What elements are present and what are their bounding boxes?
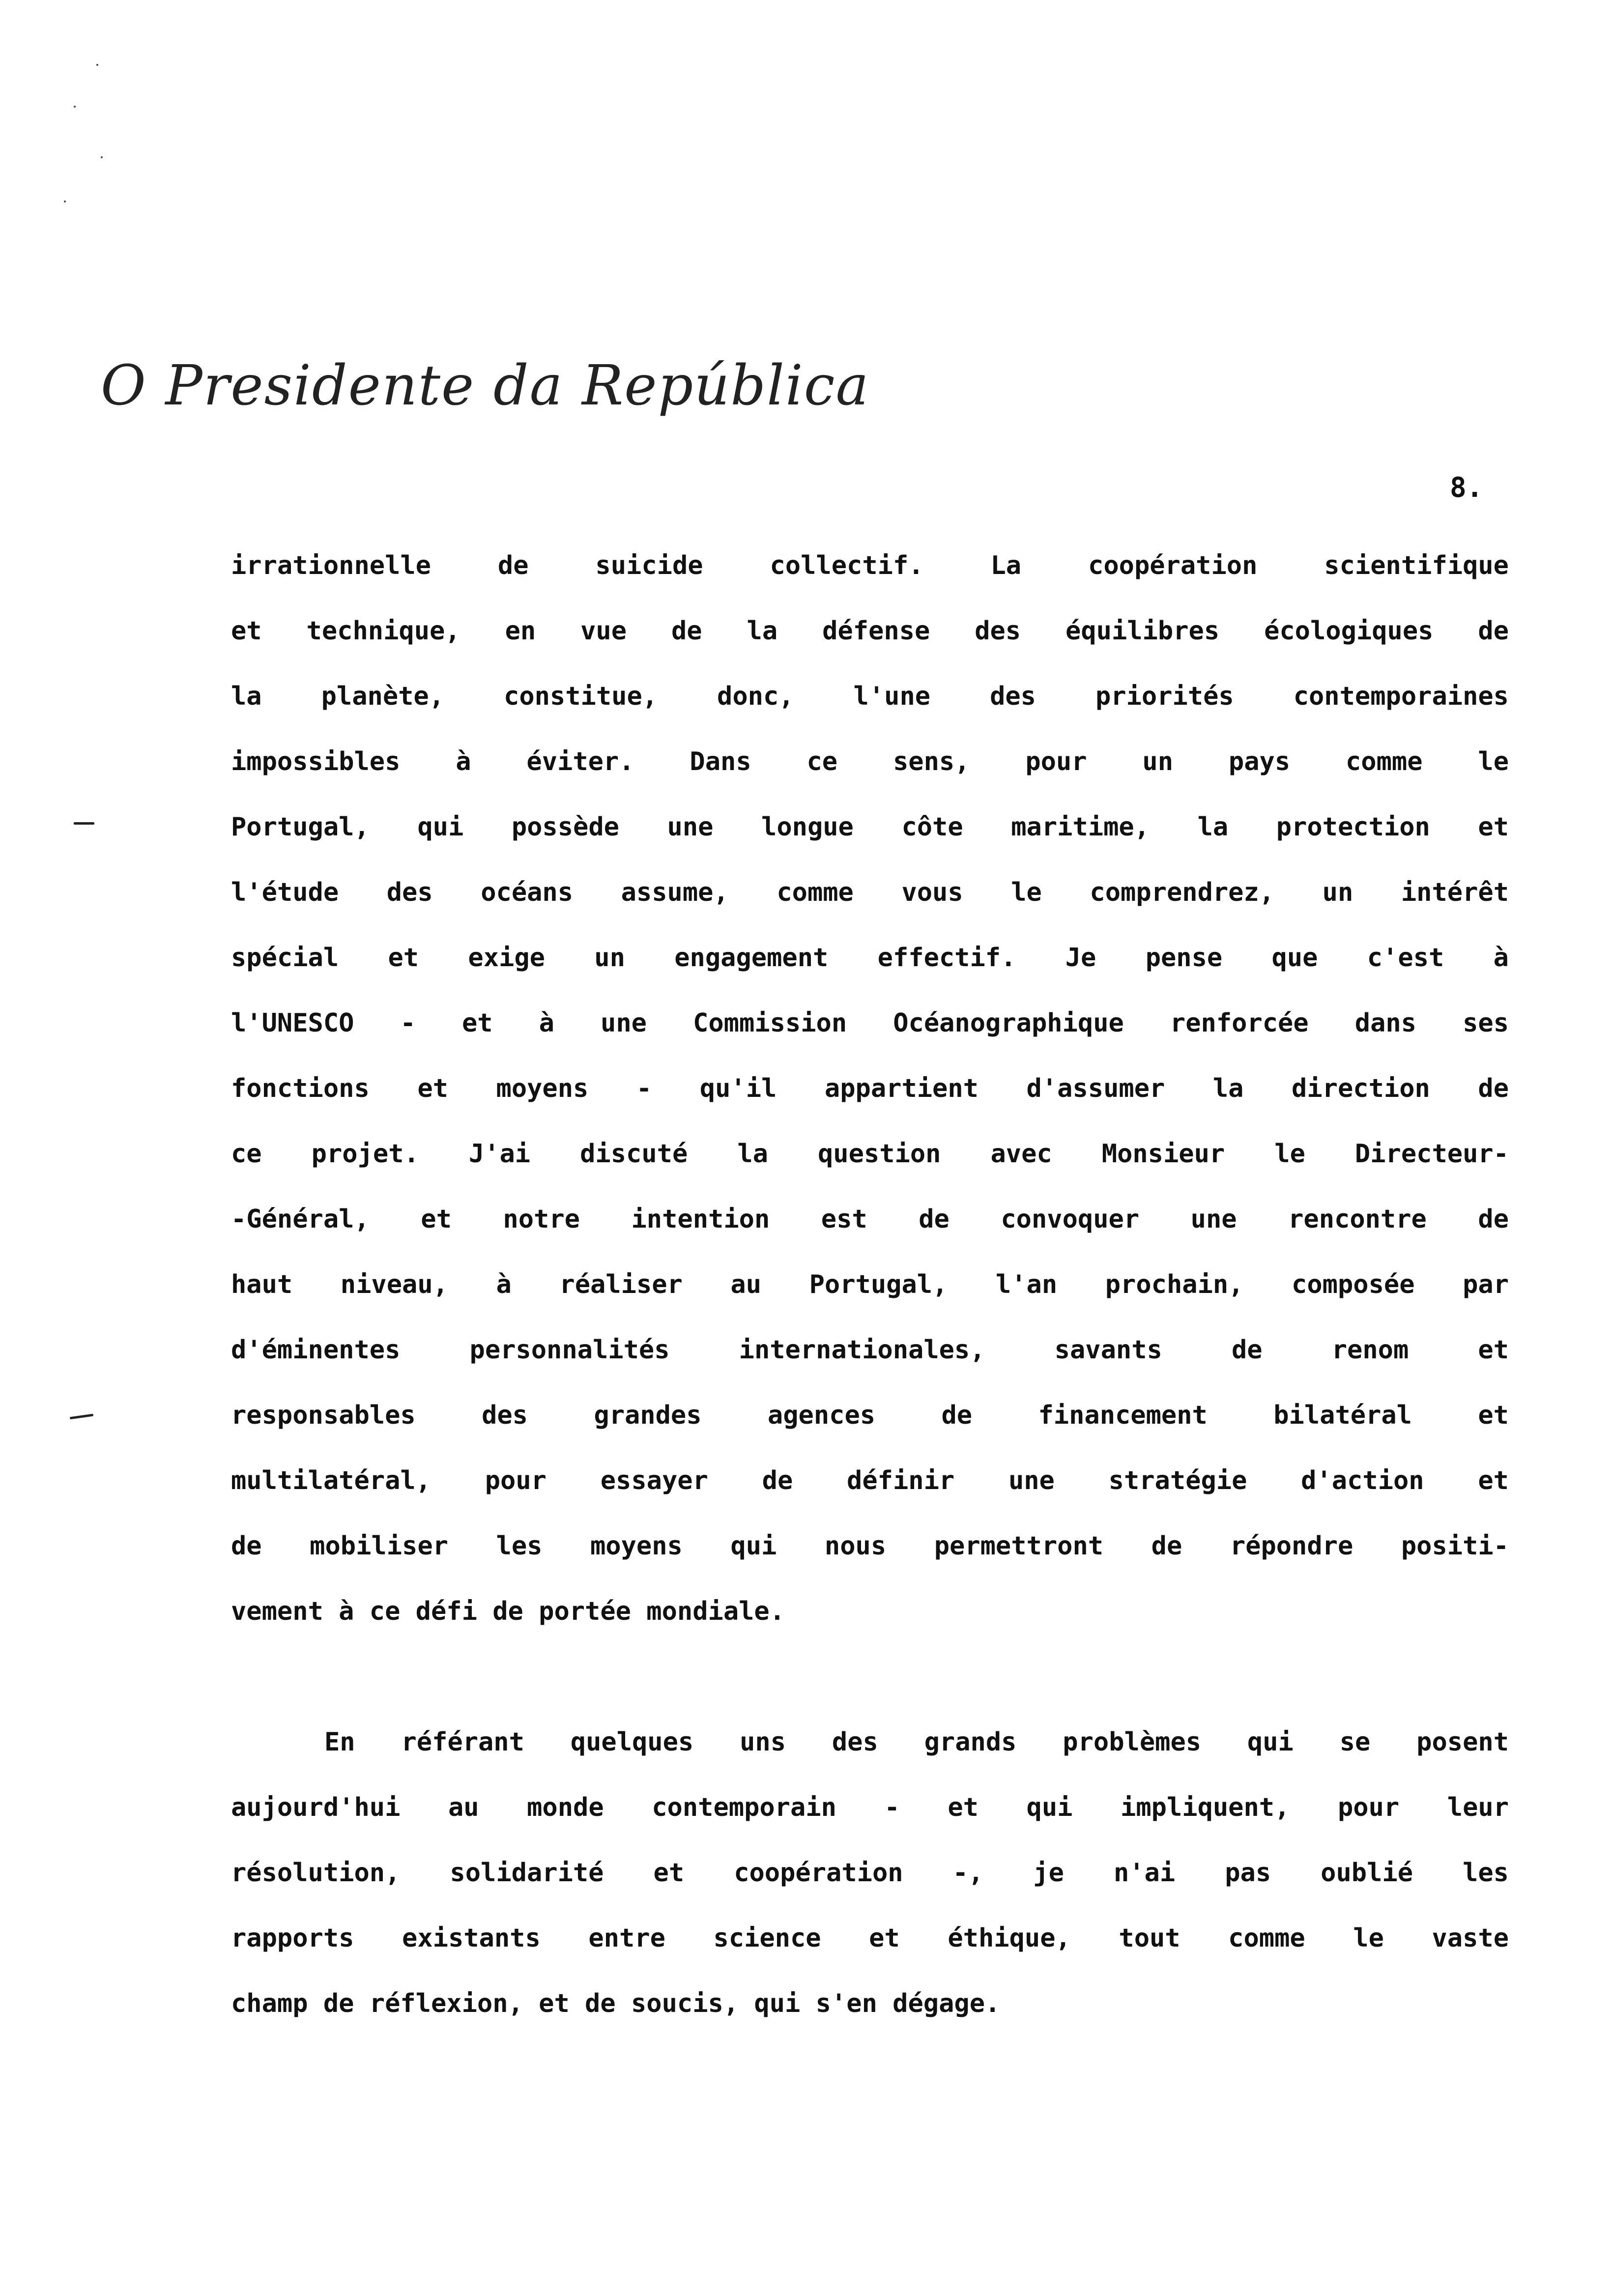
text-line: spécial et exige un engagement effectif. Je pense que c'est à bbox=[231, 943, 1509, 973]
scan-speck bbox=[96, 64, 98, 66]
text-line: aujourd'hui au monde contemporain - et qui impliquent, pour leur bbox=[231, 1793, 1509, 1822]
text-line: haut niveau, à réaliser au Portugal, l'an prochain, composée par bbox=[231, 1270, 1509, 1299]
text-line: d'éminentes personnalités internationales, savants de renom et bbox=[231, 1335, 1509, 1365]
page-number: 8. bbox=[1450, 472, 1483, 504]
paragraph-2 bbox=[231, 1710, 1509, 2037]
text-line: multilatéral, pour essayer de définir une stratégie d'action et bbox=[231, 1466, 1509, 1495]
text-line: impossibles à éviter. Dans ce sens, pour un pays comme le bbox=[231, 747, 1509, 776]
text-line: l'étude des océans assume, comme vous le comprendrez, un intérêt bbox=[231, 878, 1509, 907]
text-line: rapports existants entre science et éthique, tout comme le vaste bbox=[231, 1923, 1509, 1953]
scan-speck bbox=[74, 106, 76, 108]
margin-mark bbox=[74, 822, 94, 825]
scan-speck bbox=[101, 156, 103, 158]
margin-mark bbox=[70, 1414, 93, 1420]
text-line: et technique, en vue de la défense des équilibres écologiques de bbox=[231, 616, 1509, 646]
text-line: résolution, solidarité et coopération -, je n'ai pas oublié les bbox=[231, 1858, 1509, 1888]
paragraph-1 bbox=[231, 533, 1509, 1644]
letterhead: O Presidente da República bbox=[101, 354, 870, 418]
text-line: irrationnelle de suicide collectif. La coopération scientifique bbox=[231, 551, 1509, 580]
text-line: fonctions et moyens - qu'il appartient d'assumer la direction de bbox=[231, 1074, 1509, 1103]
text-line: ce projet. J'ai discuté la question avec Monsieur le Directeur- bbox=[231, 1139, 1509, 1169]
text-line: l'UNESCO - et à une Commission Océanographique renforcée dans ses bbox=[231, 1008, 1509, 1038]
text-line: la planète, constitue, donc, l'une des priorités contemporaines bbox=[231, 682, 1509, 711]
text-line: En référant quelques uns des grands problèmes qui se posent bbox=[324, 1727, 1509, 1757]
text-line: -Général, et notre intention est de convoquer une rencontre de bbox=[231, 1205, 1509, 1234]
text-line: vement à ce défi de portée mondiale. bbox=[231, 1597, 785, 1626]
scan-speck bbox=[64, 201, 66, 202]
text-line: de mobiliser les moyens qui nous permettront de répondre positi- bbox=[231, 1531, 1509, 1561]
text-line: Portugal, qui possède une longue côte maritime, la protection et bbox=[231, 812, 1509, 842]
body-text bbox=[231, 533, 1509, 2037]
text-line: champ de réflexion, et de soucis, qui s'en dégage. bbox=[231, 1989, 1001, 2018]
text-line: responsables des grandes agences de financement bilatéral et bbox=[231, 1401, 1509, 1430]
